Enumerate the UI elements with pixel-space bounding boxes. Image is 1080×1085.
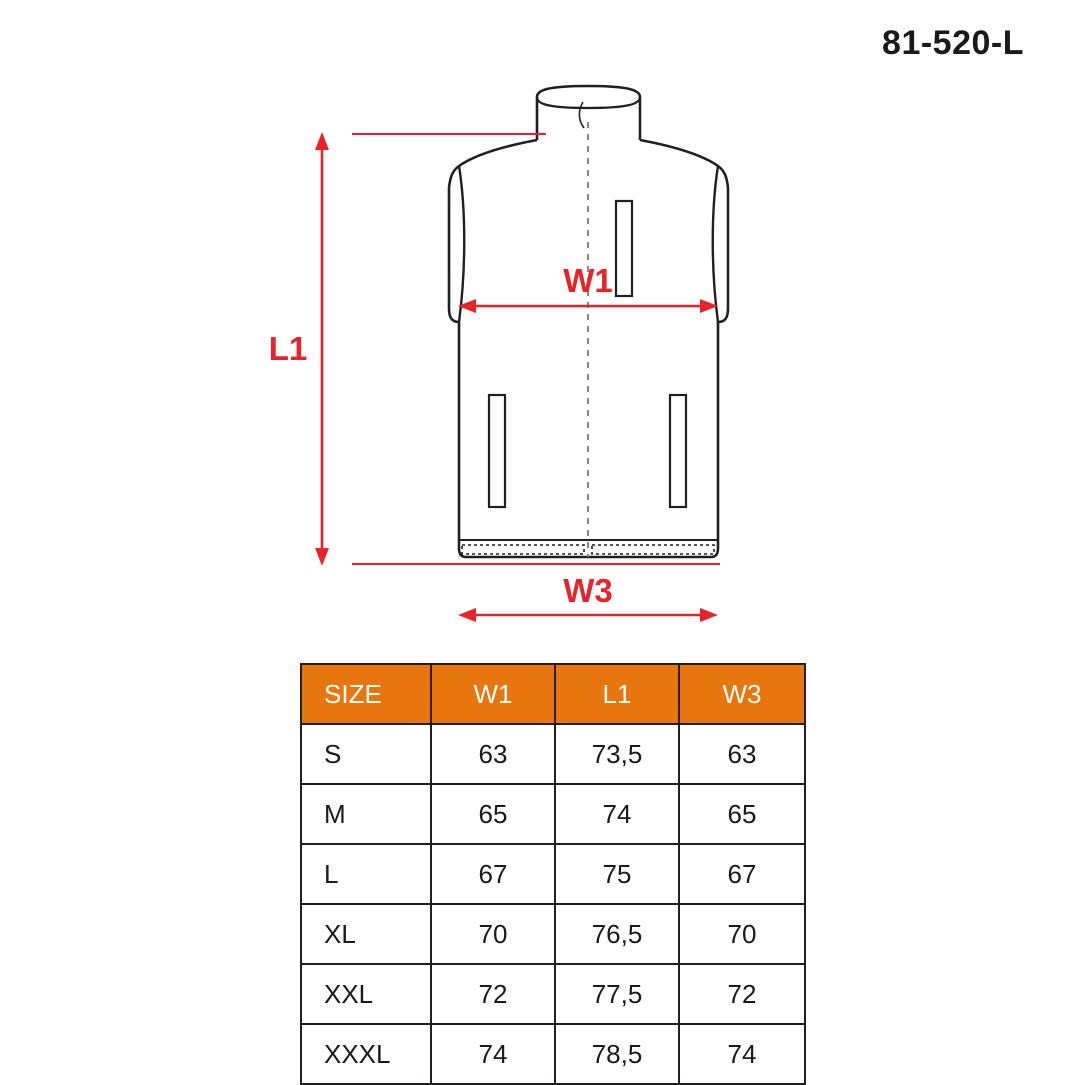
cell-w1: 67: [431, 844, 555, 904]
cell-size: XXXL: [301, 1024, 431, 1084]
label-l1: L1: [268, 330, 308, 367]
cell-size: XXL: [301, 964, 431, 1024]
cell-w1: 65: [431, 784, 555, 844]
cell-size: XL: [301, 904, 431, 964]
size-table-container: [300, 663, 804, 1085]
table-header-l1: L1: [555, 664, 679, 724]
product-code: 81-520-L: [882, 24, 1024, 62]
table-header-w3: W3: [679, 664, 805, 724]
cell-size: M: [301, 784, 431, 844]
cell-l1: 75: [555, 844, 679, 904]
vest-body-outline: [449, 122, 728, 557]
table-header-size: SIZE: [301, 664, 431, 724]
table-row: [301, 844, 805, 904]
table-header-w1: W1: [431, 664, 555, 724]
cell-l1: 76,5: [555, 904, 679, 964]
cell-w3: 74: [679, 1024, 805, 1084]
cell-l1: 73,5: [555, 724, 679, 784]
cell-w3: 67: [679, 844, 805, 904]
table-row: [301, 724, 805, 784]
table-row: [301, 1024, 805, 1084]
cell-w1: 70: [431, 904, 555, 964]
label-w3: W3: [563, 572, 613, 609]
cell-w3: 65: [679, 784, 805, 844]
size-chart-table: [300, 663, 806, 1085]
table-row: [301, 784, 805, 844]
garment-technical-drawing: [0, 70, 1080, 650]
cell-w1: 72: [431, 964, 555, 1024]
cell-w3: 70: [679, 904, 805, 964]
cell-w1: 74: [431, 1024, 555, 1084]
table-row: [301, 964, 805, 1024]
cell-size: S: [301, 724, 431, 784]
cell-w3: 63: [679, 724, 805, 784]
cell-w1: 63: [431, 724, 555, 784]
cell-l1: 78,5: [555, 1024, 679, 1084]
label-w1: W1: [563, 262, 613, 299]
cell-l1: 74: [555, 784, 679, 844]
table-header-row: [301, 664, 805, 724]
cell-l1: 77,5: [555, 964, 679, 1024]
cell-size: L: [301, 844, 431, 904]
cell-w3: 72: [679, 964, 805, 1024]
table-row: [301, 904, 805, 964]
